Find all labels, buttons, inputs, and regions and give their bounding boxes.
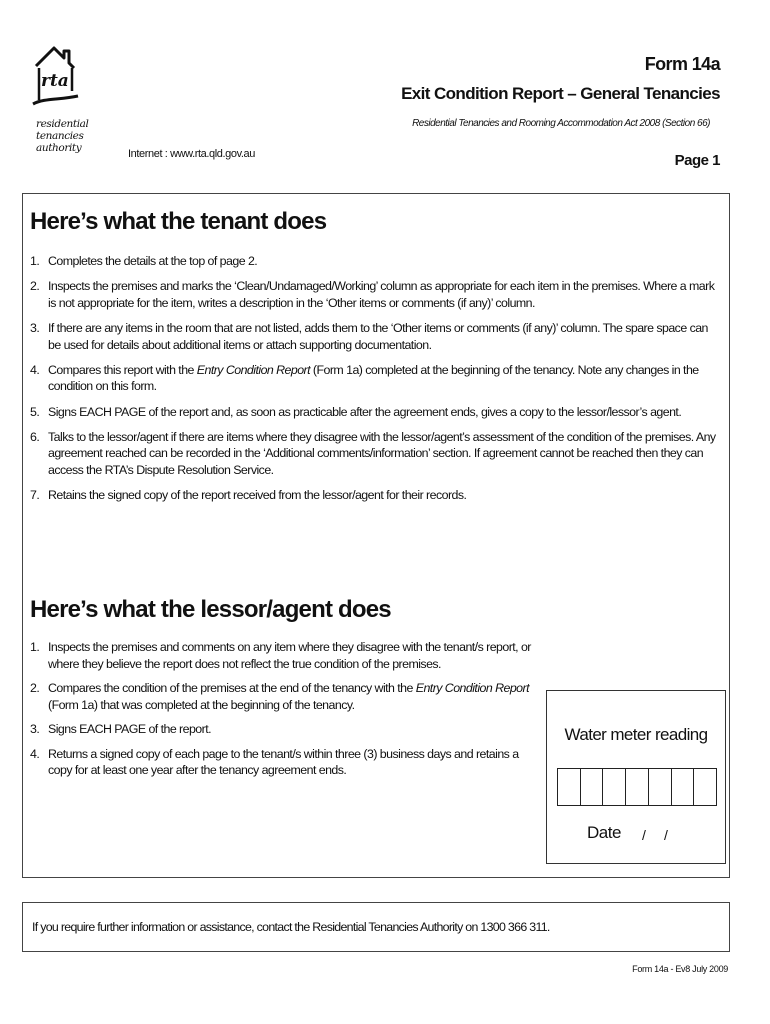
form-number: Form 14a — [644, 54, 720, 74]
list-item — [30, 320, 720, 353]
form-title: Exit Condition Report – General Tenancies — [401, 84, 720, 103]
item-text: Inspects the premises and comments on any item where they disagree with the tenant/s report, or where they believe the report does not reflect the true condition of the premises. — [48, 640, 531, 671]
house-logo-icon — [30, 44, 82, 114]
item-text: Completes the details at the top of page 2. — [48, 254, 258, 268]
item-text-end: (Form 1a) that was completed at the beginning of the tenancy. — [48, 697, 355, 712]
svg-text:rta: rta — [41, 71, 69, 91]
tenant-section-heading: Here’s what the tenant does — [30, 208, 327, 235]
item-text: Returns a signed copy of each page to the tenant/s within three (3) business days and retains a copy for at least one year after the tenancy agreement ends. — [48, 746, 519, 777]
item-text-end: (Form 1a) completed at the beginning of the tenancy. Note any changes in the condition on this form. — [48, 362, 699, 394]
item-number: 4. — [30, 746, 40, 761]
meter-digit-input[interactable] — [672, 769, 695, 805]
contact-info-box — [22, 902, 730, 952]
list-item — [30, 253, 720, 270]
logo-word: residential — [36, 118, 89, 130]
item-number: 1. — [30, 254, 40, 268]
list-item — [30, 746, 545, 779]
rta-logo — [30, 44, 82, 114]
act-reference: Residential Tenancies and Rooming Accommodation Act 2008 (Section 66) — [412, 118, 710, 129]
water-meter-title: Water meter reading — [564, 725, 708, 744]
logo-word: tenancies — [36, 130, 84, 142]
item-text: Signs EACH PAGE of the report. — [48, 722, 212, 736]
meter-digit-input[interactable] — [581, 769, 604, 805]
list-item — [30, 487, 720, 504]
list-item — [30, 680, 545, 713]
item-text-italic: Entry Condition Report — [196, 362, 311, 377]
contact-info-text: If you require further information or assistance, contact the Residential Tenancies Authority on 1300 366 311. — [32, 920, 550, 934]
lessor-section-heading: Here’s what the lessor/agent does — [30, 596, 391, 623]
date-separator: / — [642, 827, 646, 843]
list-item — [30, 721, 545, 738]
item-text: Compares this report with the — [48, 362, 197, 377]
list-item — [30, 404, 720, 421]
list-item — [30, 278, 720, 311]
item-text-italic: Entry Condition Report — [415, 681, 529, 695]
tenant-steps-list — [30, 253, 720, 513]
item-text: Retains the signed copy of the report received from the lessor/agent for their records. — [48, 488, 467, 503]
date-separator: / — [664, 827, 668, 843]
list-item — [30, 429, 720, 479]
item-number: 5. — [30, 404, 40, 419]
meter-digit-input[interactable] — [649, 769, 672, 805]
item-number: 2. — [30, 279, 40, 294]
item-text: If there are any items in the room that are not listed, adds them to the ‘Other items or comments (if any)’ column. The spare space can be used for details about additional items or attach supporting documentation. — [48, 321, 708, 352]
item-text: Inspects the premises and marks the ‘Clean/Undamaged/Working’ column as appropriate for each item in the premises. Where a mark is not appropriate for the item, writes a description in the ‘Other items or comments (if any)’ column. — [48, 279, 715, 310]
item-text: Compares the condition of the premises at the end of the tenancy with the — [48, 681, 416, 695]
item-number: 6. — [30, 429, 40, 444]
list-item — [30, 639, 545, 672]
meter-digit-input[interactable] — [694, 769, 716, 805]
meter-digit-input[interactable] — [603, 769, 626, 805]
meter-digit-fields — [557, 768, 717, 806]
list-item — [30, 362, 720, 395]
page-number: Page 1 — [674, 152, 720, 169]
date-label: Date — [587, 823, 621, 842]
item-number: 4. — [30, 362, 40, 377]
item-number: 2. — [30, 681, 40, 695]
meter-digit-input[interactable] — [626, 769, 649, 805]
meter-digit-input[interactable] — [558, 769, 581, 805]
item-number: 7. — [30, 488, 40, 503]
logo-wordmark — [36, 118, 88, 154]
water-meter-box — [546, 690, 726, 864]
item-number: 3. — [30, 321, 40, 336]
lessor-steps-list — [30, 639, 545, 787]
item-text: Signs EACH PAGE of the report and, as soon as practicable after the agreement ends, gives a copy to the lessor/lessor’s agent. — [48, 404, 682, 419]
logo-word: authority — [36, 142, 82, 154]
form-version-code: Form 14a - Ev8 July 2009 — [632, 964, 728, 974]
item-number: 3. — [30, 722, 40, 736]
item-number: 1. — [30, 640, 40, 654]
item-text: Talks to the lessor/agent if there are items where they disagree with the lessor/agent’s assessment of the condition of the premises. Any agreement reached can be recorded in the ‘Additional comments/information’ section. If agreement cannot be reached then they can access the RTA’s Dispute Resolution Service. — [48, 429, 716, 477]
internet-address[interactable]: Internet : www.rta.qld.gov.au — [128, 148, 255, 160]
